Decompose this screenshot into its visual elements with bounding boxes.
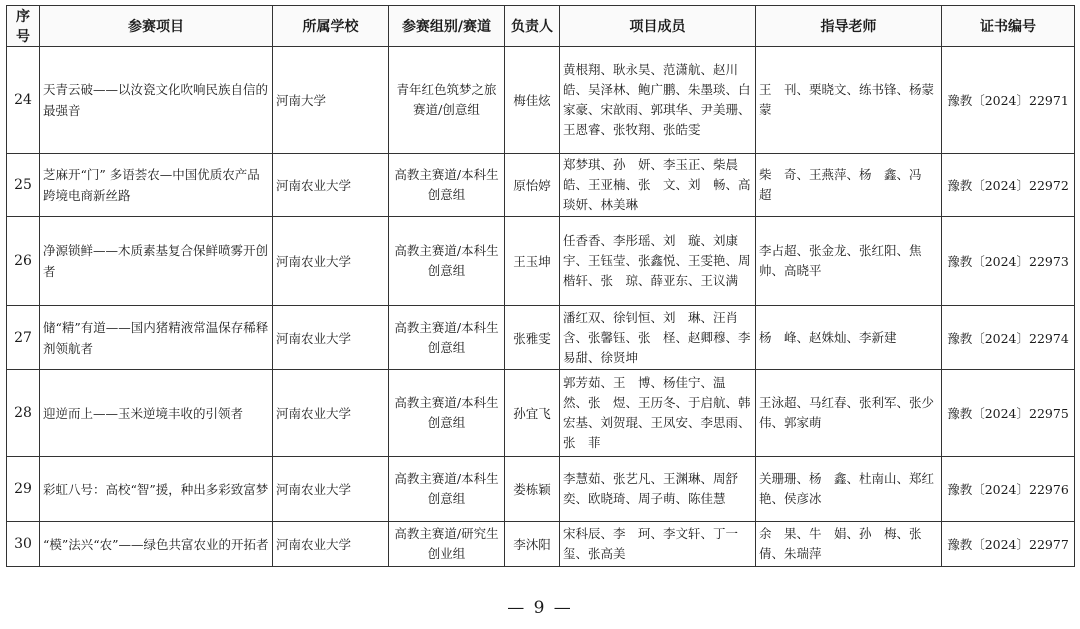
header-no: 序号 xyxy=(7,6,40,47)
certificate-number: 豫教〔2024〕22975 xyxy=(942,370,1075,457)
row-number: 26 xyxy=(7,217,40,306)
member-list: 郑梦琪、孙 妍、李玉正、柴晨皓、王亚楠、张 文、刘 畅、高琰妍、林美琳 xyxy=(560,154,756,217)
member-list: 黄根翔、耿永昊、范潇航、赵川皓、吴泽林、鲍广鹏、朱墨琰、白家豪、宋歆雨、郭琪华、尹美珊、王恩睿、张牧翔、张皓雯 xyxy=(560,47,756,154)
row-number: 27 xyxy=(7,306,40,370)
project-name: 储“精”有道——国内猪精液常温保存稀释剂领航者 xyxy=(40,306,273,370)
award-table xyxy=(6,5,1075,567)
certificate-number: 豫教〔2024〕22973 xyxy=(942,217,1075,306)
project-name: 天青云破——以汝瓷文化吹响民族自信的最强音 xyxy=(40,47,273,154)
school-name: 河南农业大学 xyxy=(273,370,389,457)
table-row xyxy=(7,217,1075,306)
certificate-number: 豫教〔2024〕22974 xyxy=(942,306,1075,370)
certificate-number: 豫教〔2024〕22972 xyxy=(942,154,1075,217)
advisor-list: 杨 峰、赵姝灿、李新建 xyxy=(756,306,942,370)
advisor-list: 李占超、张金龙、张红阳、焦 帅、高晓平 xyxy=(756,217,942,306)
header-cert: 证书编号 xyxy=(942,6,1075,47)
school-name: 河南农业大学 xyxy=(273,306,389,370)
track-name: 高教主赛道/本科生创意组 xyxy=(389,370,505,457)
school-name: 河南大学 xyxy=(273,47,389,154)
row-number: 28 xyxy=(7,370,40,457)
leader-name: 王玉坤 xyxy=(505,217,560,306)
leader-name: 梅佳炫 xyxy=(505,47,560,154)
track-name: 高教主赛道/本科生创意组 xyxy=(389,154,505,217)
leader-name: 李沐阳 xyxy=(505,522,560,567)
table-row xyxy=(7,47,1075,154)
school-name: 河南农业大学 xyxy=(273,154,389,217)
leader-name: 张雅雯 xyxy=(505,306,560,370)
track-name: 青年红色筑梦之旅赛道/创意组 xyxy=(389,47,505,154)
project-name: 迎逆而上——玉米逆境丰收的引领者 xyxy=(40,370,273,457)
header-row xyxy=(7,6,1075,47)
row-number: 24 xyxy=(7,47,40,154)
header-leader: 负责人 xyxy=(505,6,560,47)
member-list: 李慧茹、张艺凡、王渊琳、周舒奕、欧晓琦、周子萌、陈佳慧 xyxy=(560,457,756,522)
certificate-number: 豫教〔2024〕22977 xyxy=(942,522,1075,567)
school-name: 河南农业大学 xyxy=(273,457,389,522)
table-row xyxy=(7,370,1075,457)
row-number: 30 xyxy=(7,522,40,567)
member-list: 任香香、李彤瑶、刘 璇、刘康宇、王钰莹、张鑫悦、王雯艳、周楷轩、张 琼、薛亚东、王议满 xyxy=(560,217,756,306)
certificate-number: 豫教〔2024〕22976 xyxy=(942,457,1075,522)
school-name: 河南农业大学 xyxy=(273,217,389,306)
project-name: 芝麻开“门” 多语荟农—中国优质农产品跨境电商新丝路 xyxy=(40,154,273,217)
row-number: 25 xyxy=(7,154,40,217)
advisor-list: 关珊珊、杨 鑫、杜南山、郑红艳、侯彦冰 xyxy=(756,457,942,522)
advisor-list: 王 刊、栗晓文、练书锋、杨蒙蒙 xyxy=(756,47,942,154)
table-row xyxy=(7,306,1075,370)
header-school: 所属学校 xyxy=(273,6,389,47)
table-row xyxy=(7,522,1075,567)
leader-name: 娄栋颖 xyxy=(505,457,560,522)
header-members: 项目成员 xyxy=(560,6,756,47)
leader-name: 原怡婷 xyxy=(505,154,560,217)
member-list: 郭芳茹、王 博、杨佳宁、温 然、张 煜、王历冬、于启航、韩宏基、刘贺琨、王凤安、李思雨、张 菲 xyxy=(560,370,756,457)
member-list: 潘红双、徐钊恒、刘 琳、汪肖含、张馨钰、张 柽、赵卿穆、李易甜、徐贤坤 xyxy=(560,306,756,370)
header-advisors: 指导老师 xyxy=(756,6,942,47)
project-name: 净源锁鲜——木质素基复合保鲜喷雾开创者 xyxy=(40,217,273,306)
track-name: 高教主赛道/本科生创意组 xyxy=(389,217,505,306)
page-number: — 9 — xyxy=(507,598,573,618)
header-project: 参赛项目 xyxy=(40,6,273,47)
advisor-list: 余 果、牛 娟、孙 梅、张 倩、朱瑞萍 xyxy=(756,522,942,567)
project-name: 彩虹八号：高校“智”援，种出多彩致富梦 xyxy=(40,457,273,522)
advisor-list: 柴 奇、王燕萍、杨 鑫、冯 超 xyxy=(756,154,942,217)
school-name: 河南农业大学 xyxy=(273,522,389,567)
track-name: 高教主赛道/本科生创意组 xyxy=(389,306,505,370)
track-name: 高教主赛道/本科生创意组 xyxy=(389,457,505,522)
project-name: “模”法兴“农”——绿色共富农业的开拓者 xyxy=(40,522,273,567)
track-name: 高教主赛道/研究生创业组 xyxy=(389,522,505,567)
leader-name: 孙宜飞 xyxy=(505,370,560,457)
table-row xyxy=(7,457,1075,522)
row-number: 29 xyxy=(7,457,40,522)
advisor-list: 王泳超、马红春、张利军、张少伟、郭家萌 xyxy=(756,370,942,457)
header-track: 参赛组别/赛道 xyxy=(389,6,505,47)
member-list: 宋科辰、李 珂、李文轩、丁一玺、张高美 xyxy=(560,522,756,567)
certificate-number: 豫教〔2024〕22971 xyxy=(942,47,1075,154)
table-row xyxy=(7,154,1075,217)
